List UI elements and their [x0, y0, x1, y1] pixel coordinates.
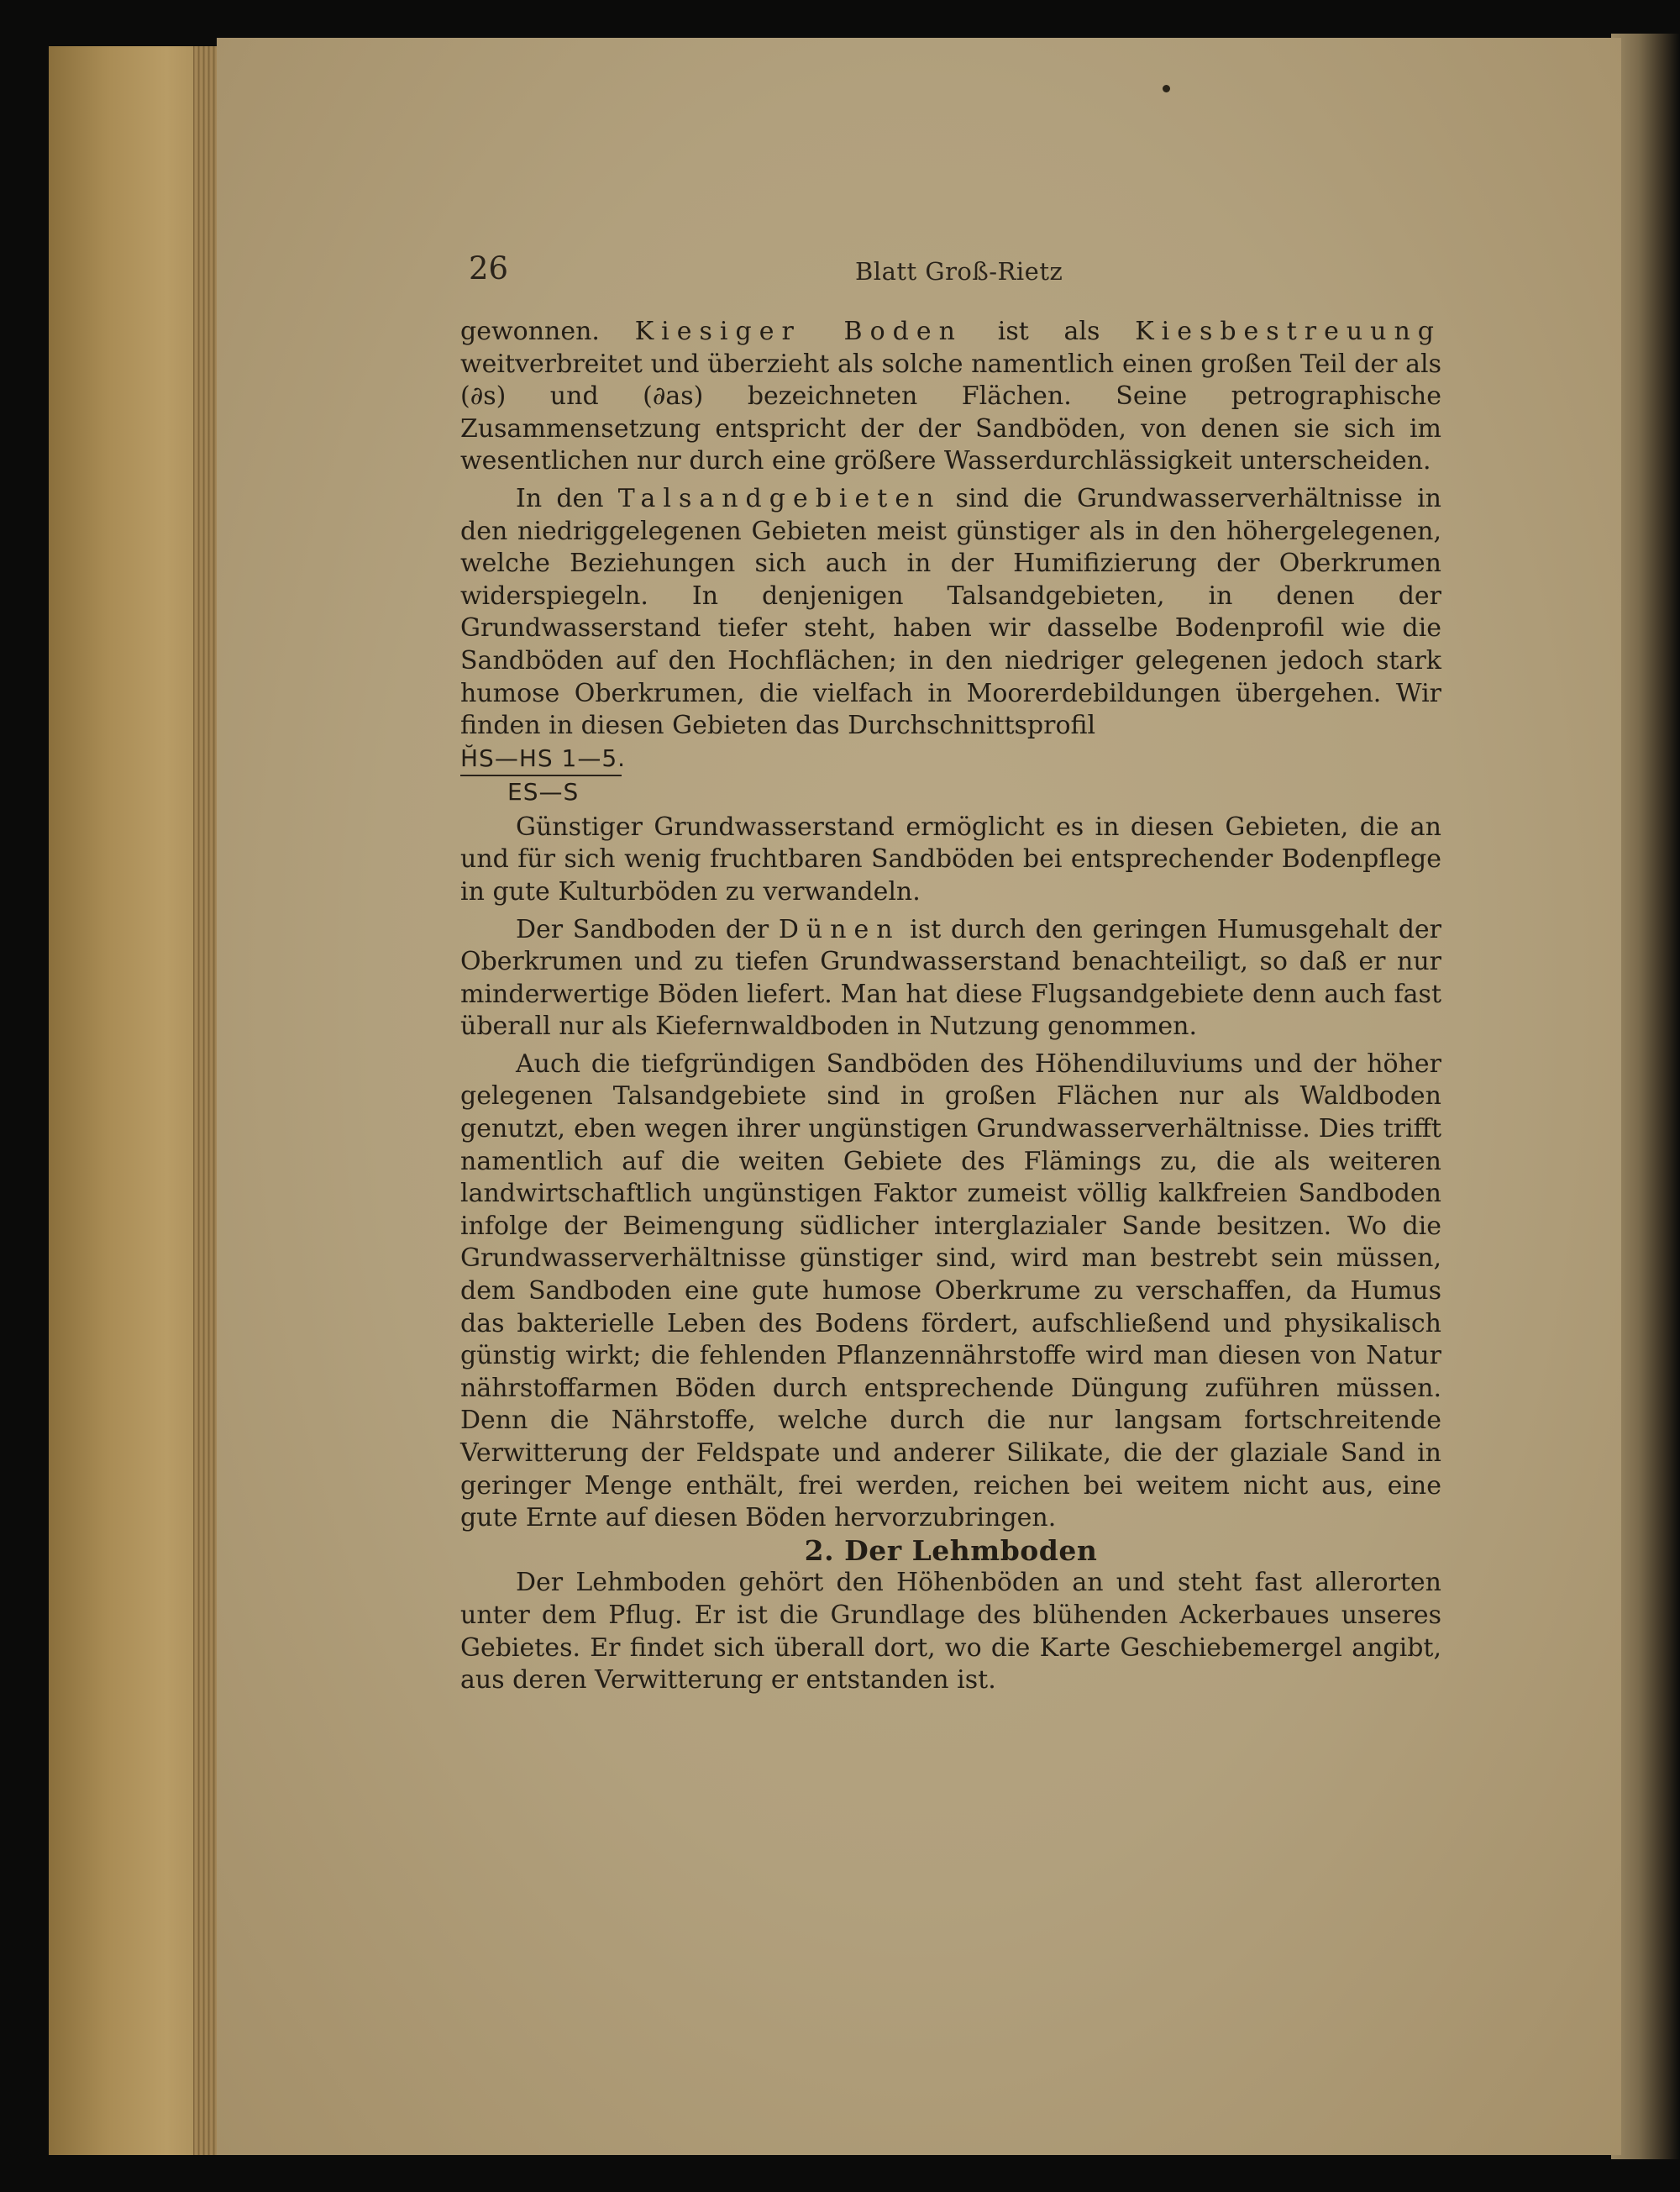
body-text — [460, 316, 1441, 1697]
ink-speck — [1163, 85, 1170, 92]
book-page-edges — [49, 46, 217, 2155]
paragraph-kiesiger-boden: gewonnen. Kiesiger Boden ist als Kiesbestreuung weitverbreitet und überzieht als solche namentlich einen großen Teil der als (∂s) und (∂as) bezeichneten Flächen. Seine petrographische Zusammensetzung entspricht der der Sandböden, von denen sie sich im wesentlichen nur durch eine größere Wasserdurchlässigkeit unterscheiden. — [460, 317, 1442, 476]
spaced-term: Kiesbestreuung — [1135, 317, 1442, 346]
page-number: 26 — [469, 250, 509, 286]
formula-denominator: ES—S — [507, 777, 580, 806]
running-title: Blatt Groß-Rietz — [855, 257, 1063, 286]
profile-formula — [460, 743, 1441, 812]
paragraph-talsandgebiete: In den Talsandgebieten sind die Grundwasserverhältnisse in den niedriggelegenen Gebieten meist günstiger als in den höhergelegenen, welche Beziehungen sich auch in der Humifizierung der Oberkrumen widerspiegeln. In denjenigen Talsandgebieten, in denen der Grundwasserstand tiefer steht, haben wir dasselbe Bodenprofil wie die Sandböden auf den Hochflächen; in den niedriger gelegenen jedoch stark humose Oberkrumen, die vielfach in Moorerdebildungen übergehen. Wir finden in diesen Gebieten das Durchschnittsprofil — [460, 483, 1441, 741]
paragraph-duenen: Der Sandboden der Dünen ist durch den geringen Humusgehalt der Oberkrumen und zu tiefen Grundwasserstand benachteiligt, so daß er nur minderwertige Böden liefert. Man hat diese Flugsandgebiete denn auch fast überall nur als Kiefernwaldboden in Nutzung genommen. — [460, 914, 1442, 1042]
paragraph-lehmboden: Der Lehmboden gehört den Höhenböden an und steht fast allerorten unter dem Pflug. Er ist die Grundlage des blühenden Ackerbaues unseres Gebietes. Er findet sich überall dort, wo die Karte Geschiebemergel angibt, aus deren Verwitterung er entstanden ist. — [460, 1568, 1441, 1695]
formula-numerator: H̆S—HS 1—5. — [460, 744, 627, 772]
spaced-term: Kiesiger Boden — [634, 317, 963, 346]
page-right-edge — [1611, 34, 1680, 2159]
section-heading: 2. Der Lehmboden — [804, 1533, 1098, 1567]
spaced-term: Dünen — [778, 914, 900, 944]
paragraph-hoehendiluvium: Auch die tiefgründigen Sandböden des Höhendiluviums und der höher gelegenen Talsandgebiete sind in großen Flächen nur als Waldboden genutzt, eben wegen ihrer ungünstigen Grundwasserverhältnisse. Dies trifft namentlich auf die weiten Gebiete des Flämings zu, die als weiteren landwirtschaftlich ungünstigen Faktor zumeist völlig kalkfreien Sandboden infolge der Beimengung südlicher interglazialer Sande besitzen. Wo die Grundwasserverhältnisse günstiger sind, wird man bestrebt sein müssen, dem Sandboden eine gute humose Oberkrume zu verschaffen, da Humus das bakterielle Leben des Bodens fördert, aufschließend und physikalisch günstig wirkt; die fehlenden Pflanzennährstoffe wird man diesen von Natur nährstoffarmen Böden durch entsprechende Düngung zuführen müssen. Denn die Nährstoffe, welche durch die nur langsam fortschreitende Verwitterung der Feldspate und anderer Silikate, die der glaziale Sand in geringer Menge enthält, frei werden, reichen bei weitem nicht aus, eine gute Ernte auf diesen Böden hervorzubringen. — [460, 1049, 1441, 1533]
page-header — [469, 250, 1443, 292]
spaced-term: Talsandgebieten — [617, 483, 942, 513]
paragraph-grundwasserstand: Günstiger Grundwasserstand ermöglicht es in diesen Gebieten, die an und für sich wenig fruchtbaren Sandböden bei entsprechender Bodenpflege in gute Kulturböden zu verwandeln. — [460, 812, 1441, 907]
